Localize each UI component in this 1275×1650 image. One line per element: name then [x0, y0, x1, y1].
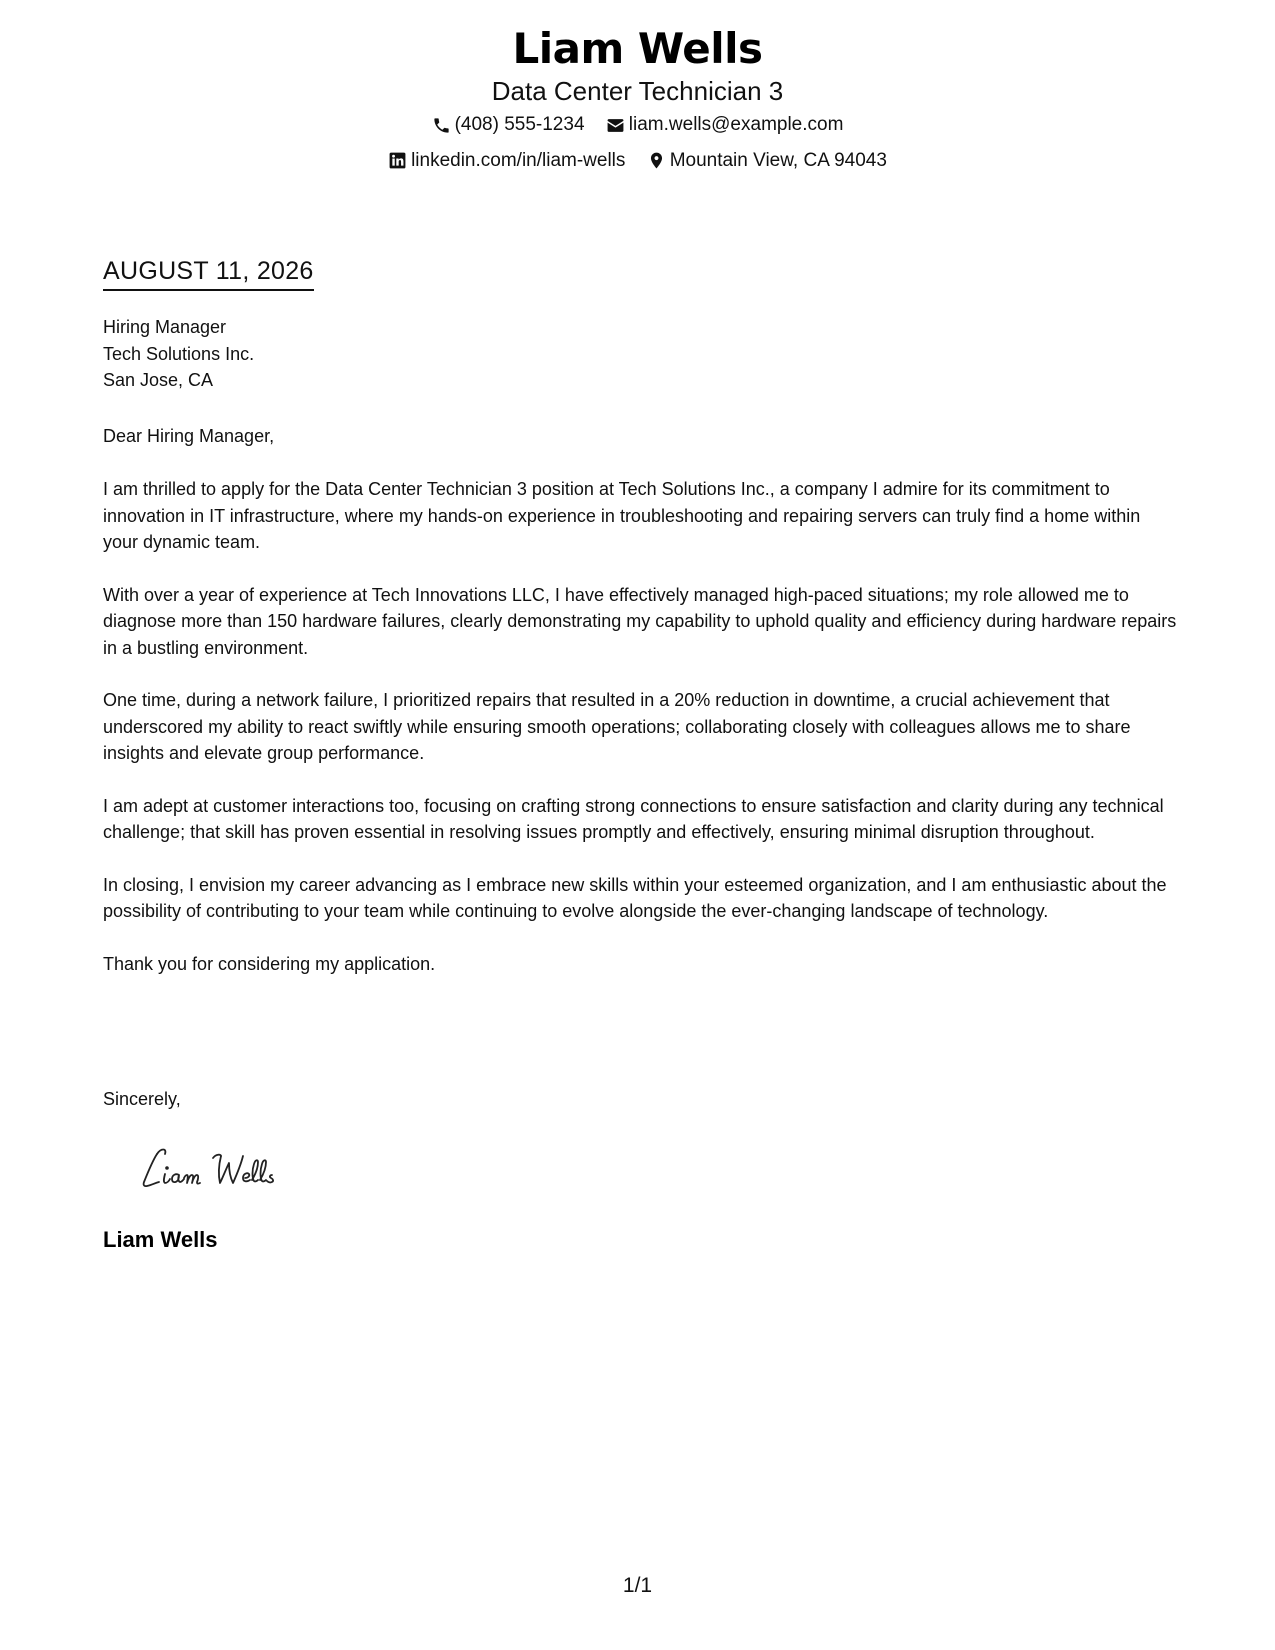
body-paragraph: One time, during a network failure, I prioritized repairs that resulted in a 20% reduction in downtime, a crucial achievement that underscored my ability to react swiftly while ensuring smooth operations; collaborating closely with colleagues allows me to share insights and elevate group performance. — [103, 690, 1131, 763]
linkedin-icon — [388, 151, 407, 170]
applicant-title: Data Center Technician 3 — [491, 76, 784, 106]
body-paragraph: Thank you for considering my application. — [103, 953, 436, 974]
applicant-name: Liam Wells — [512, 24, 763, 73]
contact-location — [647, 147, 887, 175]
contact-row-primary — [0, 111, 1275, 144]
recipient-line: Tech Solutions Inc. — [103, 343, 255, 364]
email-address: liam.wells@example.com — [628, 114, 844, 135]
handwritten-signature — [135, 1140, 335, 1196]
salutation: Dear Hiring Manager, — [103, 426, 275, 446]
envelope-icon — [606, 116, 625, 135]
contact-email — [606, 111, 844, 139]
letter-date: AUGUST 11, 2026 — [103, 255, 314, 291]
linkedin-url: linkedin.com/in/liam-wells — [411, 149, 626, 171]
recipient-block — [103, 314, 254, 394]
contact-linkedin — [388, 147, 625, 175]
closing: Sincerely, — [103, 1089, 181, 1109]
body-paragraph: I am adept at customer interactions too, focusing on crafting strong connections to ensure satisfaction and clarity during any technical challenge; that skill has proven essential in resolving issues promptly and effectively, ensuring minimal disruption throughout. — [103, 795, 1164, 842]
map-pin-icon — [647, 151, 666, 170]
contact-phone — [432, 111, 585, 139]
letter-body — [103, 476, 1178, 1003]
phone-icon — [432, 116, 451, 135]
recipient-line: Hiring Manager — [103, 317, 227, 337]
signed-name: Liam Wells — [103, 1227, 218, 1252]
body-paragraph: With over a year of experience at Tech Innovations LLC, I have effectively managed high-paced situations; my role allowed me to diagnose more than 150 hardware failures, clearly demonstrating my capability to uphold quality and efficiency during hardware repairs in a bustling environment. — [103, 584, 1177, 658]
phone-number: (408) 555-1234 — [454, 114, 585, 135]
body-paragraph: I am thrilled to apply for the Data Center Technician 3 position at Tech Solutions Inc., a company I admire for its commitment to innovation in IT infrastructure, where my hands-on experience in troubleshooting and repairing servers can truly find a home within your dynamic team. — [103, 479, 1141, 552]
location-text: Mountain View, CA 94043 — [669, 149, 887, 171]
letter-header — [0, 22, 1275, 179]
recipient-line: San Jose, CA — [103, 370, 214, 390]
page-number: 1/1 — [622, 1574, 653, 1597]
contact-row-secondary — [0, 147, 1275, 180]
body-paragraph: In closing, I envision my career advancing as I embrace new skills within your esteemed organization, and I am enthusiastic about the possibility of contributing to your team while continuing to evolve alongside the ever-changing landscape of technology. — [103, 874, 1167, 921]
